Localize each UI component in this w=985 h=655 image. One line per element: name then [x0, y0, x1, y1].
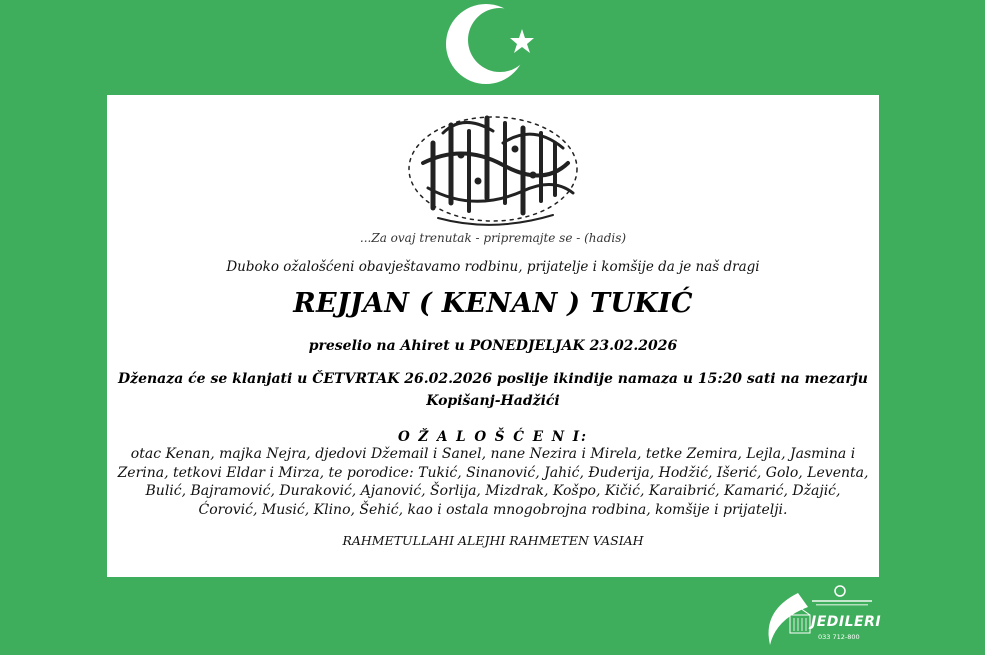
- mourners-text: otac Kenan, majka Nejra, djedovi Džemail i Sanel, nane Nezira i Mirela, tetke Zemira, Lejla, Jasmina i Zerina, tetkovi Eldar i Mirza, te porodice: Tukić, Sinanović, Jahić, Đuderija, Hodžić, Išerić, Golo, Leventa, Bulić, Bajramović, Duraković, Ajanović, Šorlija, Mizdrak, Košpo, Kičić, Karaibrić, Kamarić, Džajić, Ćorović, Musić, Klino, Šehić, kao i ostala mnogobrojna rodbina, komšije i prijatelji.: [117, 446, 869, 518]
- calligraphy-emblem: [403, 103, 583, 235]
- jedileri-logo: [760, 583, 885, 651]
- closing-prayer: RAHMETULLAHI ALEJHI RAHMETEN VASIAH: [342, 533, 644, 548]
- dzenaza-line: Dženaza će se klanjati u ČETVRTAK 26.02.2026 poslije ikindije namaza u 15:20 sati na mezarju Kopišanj-Hadžići: [118, 371, 868, 409]
- crescent-star-icon: [446, 2, 536, 92]
- intro-text: Duboko ožalošćeni obavještavamo rodbinu, prijatelje i komšije da je naš dragi: [226, 259, 760, 275]
- mourners-heading: O Ž A L O Š Ć E N I:: [397, 429, 589, 445]
- obituary-card: [107, 95, 879, 577]
- hadis-quote: ...Za ovaj trenutak - pripremajte se - (hadis): [359, 231, 627, 245]
- logo-brand: JEDILERI: [811, 614, 882, 630]
- passed-line: preselio na Ahiret u PONEDJELJAK 23.02.2026: [308, 338, 678, 354]
- deceased-name: REJJAN ( KENAN ) TUKIĆ: [293, 288, 693, 319]
- logo-phone: 033 712-800: [818, 633, 860, 641]
